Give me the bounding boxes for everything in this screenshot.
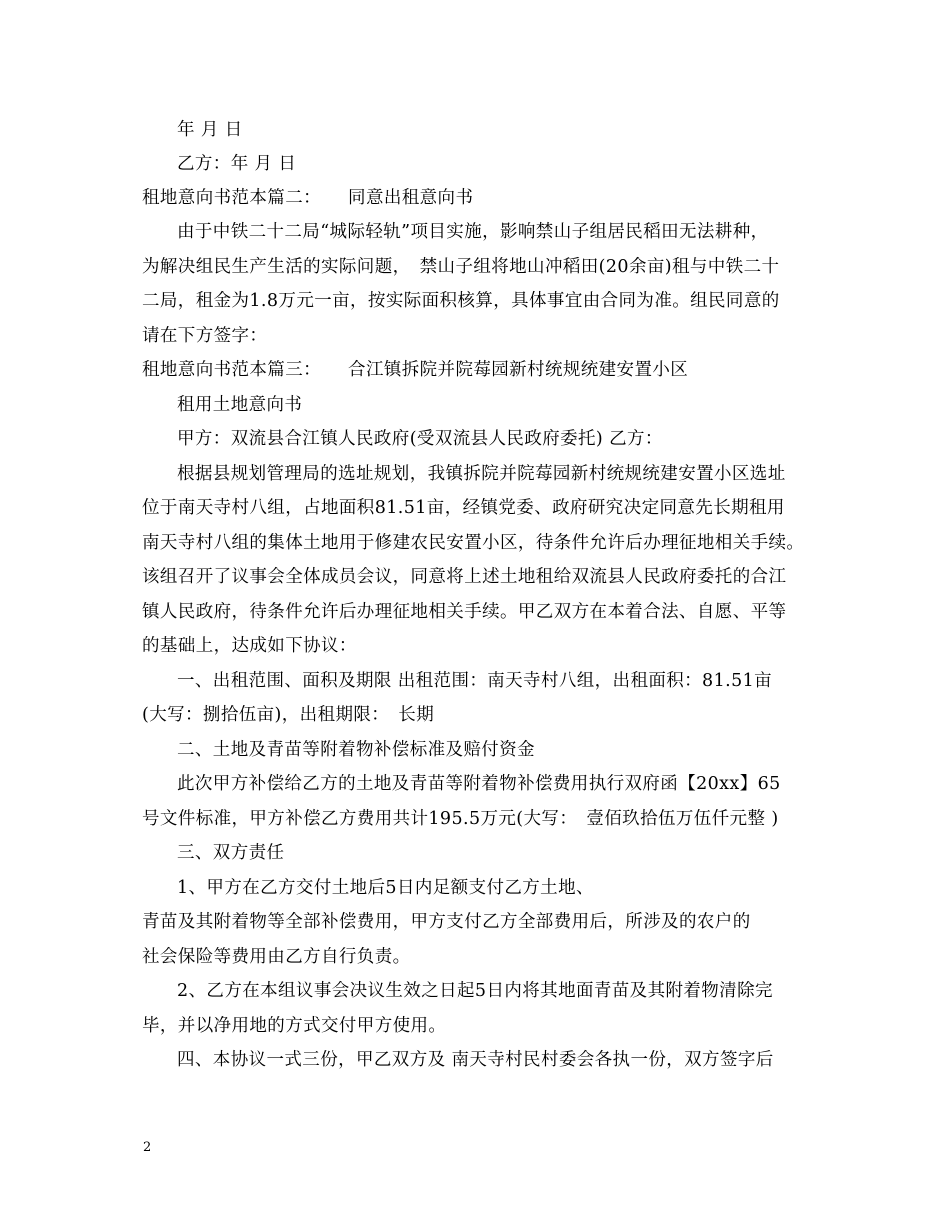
- text-line: 由于中铁二十二局“城际轻轨”项目实施，影响禁山子组居民稻田无法耕种，: [177, 222, 769, 242]
- text-line: 乙方：年 月 日: [177, 154, 297, 174]
- text-line: 南天寺村八组的集体土地用于修建农民安置小区，待条件允许后办理征地相关手续。: [142, 533, 805, 553]
- section-heading: 租地意向书范本篇三： 合江镇拆院并院莓园新村统规统建安置小区: [142, 360, 689, 380]
- text-line: 二局，租金为1.8万元一亩，按实际面积核算，具体事宜由合同为准。组民同意的: [142, 291, 780, 311]
- section-heading: 租地意向书范本篇二： 同意出租意向书: [142, 188, 474, 208]
- text-line: (大写：捌拾伍亩)，出租期限： 长期: [142, 705, 435, 725]
- text-line: 甲方：双流县合江镇人民政府(受双流县人民政府委托) 乙方：: [177, 429, 663, 449]
- text-line: 四、本协议一式三份，甲乙双方及 南天寺村民村委会各执一份，双方签字后: [177, 1050, 774, 1070]
- text-line: 毕，并以净用地的方式交付甲方使用。: [142, 1016, 447, 1036]
- text-line: 的基础上，达成如下协议：: [142, 636, 357, 656]
- text-line: 租用土地意向书: [177, 395, 303, 415]
- text-line: 此次甲方补偿给乙方的土地及青苗等附着物补偿费用执行双府函【20xx】65: [177, 774, 781, 794]
- text-line: 请在下方签字：: [142, 326, 268, 346]
- text-line: 镇人民政府，待条件允许后办理征地相关手续。甲乙双方在本着合法、自愿、平等: [142, 602, 787, 622]
- text-line: 2、乙方在本组议事会决议生效之日起5日内将其地面青苗及其附着物清除完: [177, 981, 773, 1001]
- text-line: 为解决组民生产生活的实际问题， 禁山子组将地山冲稻田(20余亩)租与中铁二十: [142, 257, 780, 277]
- text-line: 1、甲方在乙方交付土地后5日内足额支付乙方土地、: [177, 878, 594, 898]
- text-line: 该组召开了议事会全体成员会议，同意将上述土地租给双流县人民政府委托的合江: [142, 567, 787, 587]
- text-line: 一、出租范围、面积及期限 出租范围：南天寺村八组，出租面积：81.51亩: [177, 671, 773, 691]
- text-line: 年 月 日: [177, 120, 243, 140]
- text-line: 位于南天寺村八组，占地面积81.51亩，经镇党委、政府研究决定同意先长期租用: [142, 498, 785, 518]
- text-line: 青苗及其附着物等全部补偿费用，甲方支付乙方全部费用后，所涉及的农户的: [142, 912, 751, 932]
- text-line: 号文件标准，甲方补偿乙方费用共计195.5万元(大写： 壹佰玖拾伍万伍仟元整 ): [142, 809, 779, 829]
- text-line: 社会保险等费用由乙方自行负责。: [142, 947, 411, 967]
- text-line: 根据县规划管理局的选址规划，我镇拆院并院莓园新村统规统建安置小区选址: [177, 464, 786, 484]
- text-line: 三、双方责任: [177, 843, 285, 863]
- text-line: 二、土地及青苗等附着物补偿标准及赔付资金: [177, 740, 535, 760]
- page-number: 2: [143, 1140, 152, 1155]
